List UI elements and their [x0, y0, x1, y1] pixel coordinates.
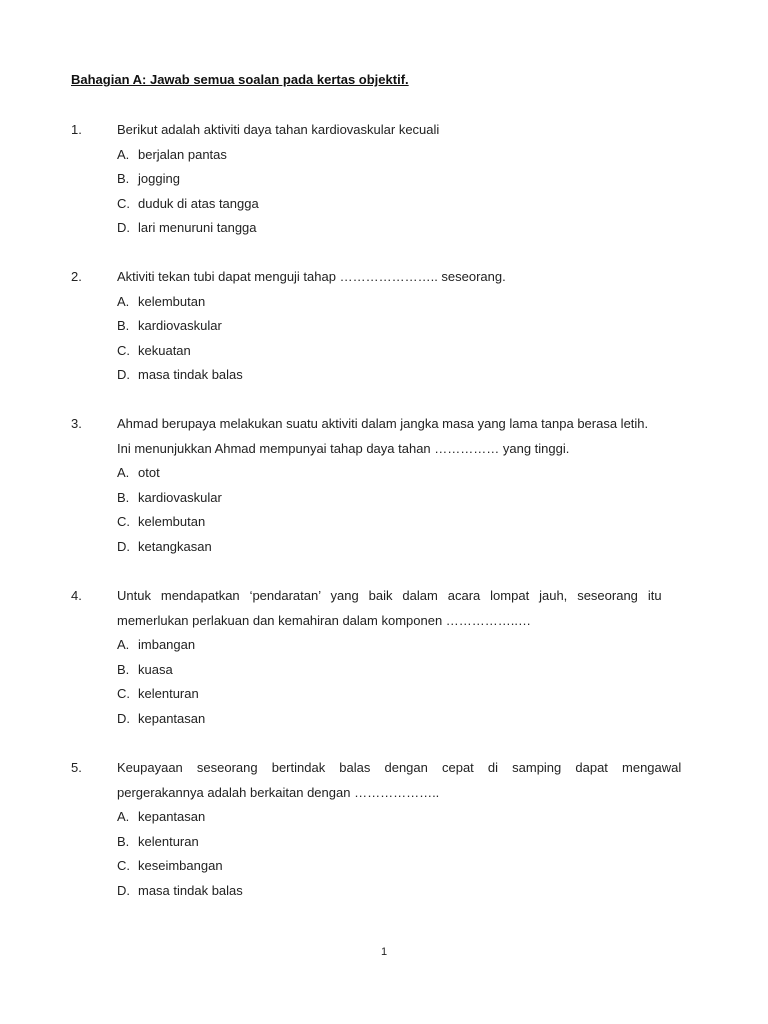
- question-number: 4.: [71, 588, 82, 603]
- option-a: [117, 290, 698, 315]
- option-a: [117, 633, 698, 658]
- option-text: kelenturan: [138, 833, 199, 849]
- question-number: 1.: [71, 122, 82, 137]
- option-letter: C.: [117, 342, 130, 358]
- option-d: [117, 363, 698, 388]
- option-text: kepantasan: [138, 710, 206, 726]
- option-text: kelenturan: [138, 686, 199, 701]
- question-5: [71, 756, 698, 903]
- page-number: 1: [380, 946, 388, 958]
- stem-line: Aktiviti tekan tubi dapat menguji tahap ………………….. seseorang.: [117, 269, 506, 284]
- option-letter: B.: [117, 833, 130, 849]
- option-letter: C.: [117, 858, 130, 873]
- option-a: [117, 461, 698, 486]
- option-letter: B.: [117, 661, 130, 677]
- option-a: [117, 805, 698, 830]
- option-b: [117, 658, 698, 683]
- option-text: lari menuruni tangga: [138, 220, 257, 235]
- option-c: [117, 682, 698, 707]
- option-c: [117, 854, 698, 879]
- option-text: kepantasan: [138, 809, 206, 824]
- option-text: berjalan pantas: [138, 146, 227, 162]
- option-b: [117, 167, 698, 192]
- question-stem: [117, 756, 698, 805]
- question-number: 5.: [71, 760, 82, 775]
- option-list: [117, 805, 698, 903]
- option-letter: C.: [117, 514, 130, 529]
- option-text: kardiovaskular: [138, 318, 222, 333]
- option-d: [117, 535, 698, 560]
- option-text: duduk di atas tangga: [138, 195, 259, 211]
- question-body: [117, 584, 698, 731]
- option-d: [117, 879, 698, 904]
- option-letter: D.: [117, 538, 130, 554]
- option-text: kardiovaskular: [138, 489, 222, 505]
- option-letter: A.: [117, 293, 130, 309]
- option-text: kekuatan: [138, 342, 191, 358]
- option-text: kelembutan: [138, 514, 206, 529]
- option-b: [117, 314, 698, 339]
- option-b: [117, 830, 698, 855]
- stem-line: memerlukan perlakuan dan kemahiran dalam komponen ……………..…: [117, 612, 532, 628]
- option-text: kuasa: [138, 661, 173, 677]
- option-letter: D.: [117, 882, 130, 898]
- question-2: [71, 265, 698, 388]
- option-list: [117, 461, 698, 559]
- option-letter: C.: [117, 195, 130, 211]
- question-stem: [117, 584, 698, 633]
- option-letter: B.: [117, 171, 130, 186]
- question-body: [117, 118, 698, 241]
- option-text: masa tindak balas: [138, 367, 243, 382]
- stem-line: Untuk mendapatkan ‘pendaratan’ yang baik dalam acara lompat jauh, seseorang itu: [117, 588, 662, 603]
- question-stem: [117, 118, 698, 143]
- option-letter: A.: [117, 465, 130, 480]
- option-b: [117, 486, 698, 511]
- option-letter: A.: [117, 809, 130, 824]
- option-letter: A.: [117, 637, 130, 652]
- option-text: keseimbangan: [138, 858, 223, 873]
- stem-line: Keupayaan seseorang bertindak balas dengan cepat di samping dapat mengawal: [117, 760, 682, 775]
- option-list: [117, 143, 698, 241]
- option-d: [117, 707, 698, 732]
- option-d: [117, 216, 698, 241]
- option-letter: D.: [117, 710, 130, 726]
- question-1: [71, 118, 698, 241]
- option-text: otot: [138, 465, 160, 480]
- question-number: 3.: [71, 416, 82, 431]
- option-text: kelembutan: [138, 293, 206, 309]
- option-text: ketangkasan: [138, 538, 212, 554]
- option-text: jogging: [138, 171, 180, 186]
- question-3: [71, 412, 698, 559]
- stem-line: Berikut adalah aktiviti daya tahan kardiovaskular kecuali: [117, 122, 440, 137]
- option-c: [117, 510, 698, 535]
- option-letter: D.: [117, 367, 130, 382]
- question-number: 2.: [71, 269, 82, 284]
- option-letter: C.: [117, 686, 130, 701]
- option-list: [117, 290, 698, 388]
- question-4: [71, 584, 698, 731]
- question-body: [117, 412, 698, 559]
- stem-line: Ini menunjukkan Ahmad mempunyai tahap daya tahan …………… yang tinggi.: [117, 440, 570, 456]
- option-letter: B.: [117, 489, 130, 505]
- option-letter: D.: [117, 220, 130, 235]
- question-stem: [117, 412, 698, 461]
- stem-line: Ahmad berupaya melakukan suatu aktiviti dalam jangka masa yang lama tanpa berasa letih.: [117, 416, 649, 431]
- section-heading: Bahagian A: Jawab semua soalan pada kertas objektif.: [71, 72, 409, 87]
- option-list: [117, 633, 698, 731]
- option-c: [117, 192, 698, 217]
- option-a: [117, 143, 698, 168]
- option-letter: A.: [117, 146, 130, 162]
- question-body: [117, 756, 698, 903]
- option-text: masa tindak balas: [138, 882, 243, 898]
- option-letter: B.: [117, 318, 130, 333]
- option-text: imbangan: [138, 637, 196, 652]
- stem-line: pergerakannya adalah berkaitan dengan ………………..: [117, 784, 440, 800]
- question-body: [117, 265, 698, 388]
- question-stem: [117, 265, 698, 290]
- option-c: [117, 339, 698, 364]
